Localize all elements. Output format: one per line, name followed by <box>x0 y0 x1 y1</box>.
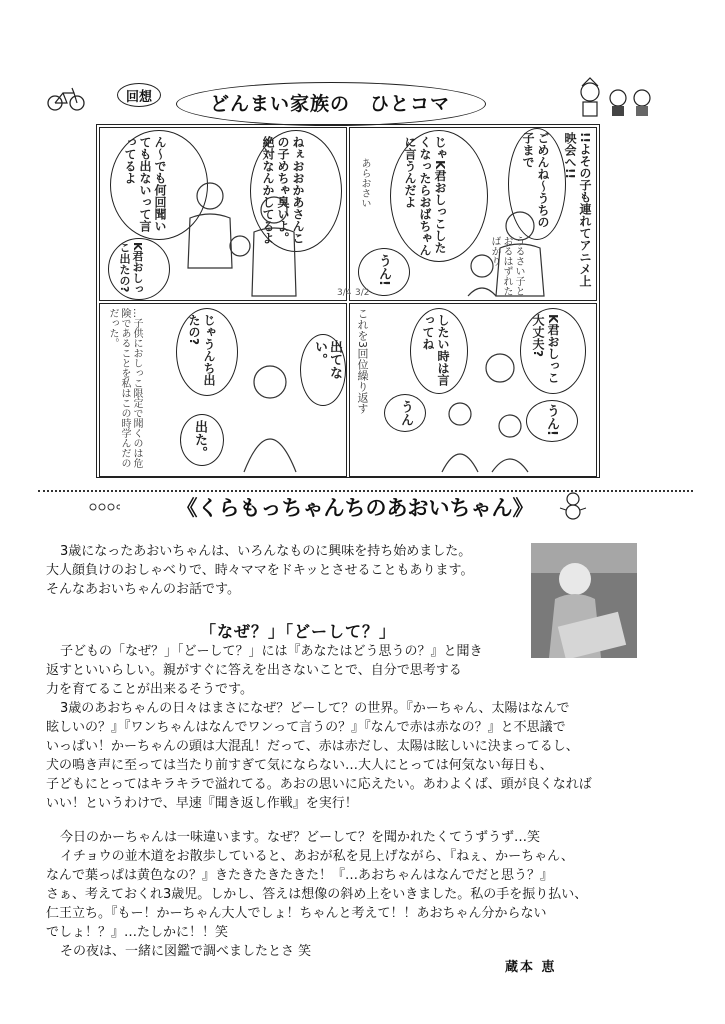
panel1-note: うるさい子とおるはずれたばかり <box>489 236 524 296</box>
paragraph-line: 子どもの「なぜ？」「どーして？」には『あなたはどう思うの？』と聞き <box>60 644 483 659</box>
family-at-cinema-drawing <box>170 168 320 298</box>
panel2-mom-line: ねぇおおかあさんこの子めちゃ臭いよ。絶対なんかしてるよ <box>261 136 305 244</box>
paragraph-line: 3歳のあおちゃんの日々はまさになぜ？どーして？の世界。『かーちゃん、太陽はなんで <box>60 701 570 716</box>
comic-panel-2 <box>99 127 347 301</box>
children-illustration-icon <box>576 76 656 118</box>
paragraph-line: なんで葉っぱは黄色なの？』きたきたきたきた！『…あおちゃんはなんでだと思う？』 <box>46 868 554 883</box>
paragraph-line: 返すといいらしい。親がすぐに答えを出さないことで、自分で思考する <box>46 663 462 678</box>
children-in-seats-drawing <box>430 344 540 474</box>
mother-and-children-drawing <box>460 188 560 298</box>
intro-line: 大人顔負けのおしゃべりで、時々ママをドキッとさせることもあります。 <box>46 563 474 578</box>
paragraph-line: 力を育てることが出来るそうです。 <box>46 682 253 697</box>
page-mark: 3/4 <box>337 288 352 298</box>
panel4-note: …子供におしっこ限定で聞くのは危険であることを私はこの時学んだのだった。 <box>107 308 142 468</box>
snowman-icon <box>556 490 590 520</box>
paragraph-line: 今日のかーちゃんは一味違います。なぜ？どーして？を聞かれたくてうずうず…笑 <box>60 830 540 845</box>
panel3-note: これを3回位繰り返す <box>356 308 369 414</box>
paragraph-line: 子どもにとってはキラキラで溢れてる。あおの思いに応えたい。あわよくば、頭が良くなれば <box>46 777 592 792</box>
panel1-answer: うん! <box>376 254 391 286</box>
panel3-instruction: したい時は言ってね <box>421 314 450 386</box>
panel3-question: K君おしっこ大丈夫? <box>531 314 560 384</box>
panel4-answer: 出てない。 <box>312 340 342 379</box>
paragraph-line: いい！というわけで、早速『聞き返し作戦』を実行！ <box>46 796 358 811</box>
paragraph-line: 仁王立ち。『もー！かーちゃん大人でしょ！ちゃんと考えて！！あおちゃん分からない <box>46 906 547 921</box>
bicycle-icon <box>46 84 86 112</box>
paragraph-line: 眩しいの？』『ワンちゃんはなんでワンって言うの？』『なんで赤は赤なの？』と不思議で <box>46 720 566 735</box>
section-title: 《くらもっちゃんちのあおいちゃん》 <box>120 492 590 522</box>
intro-line: そんなあおいちゃんのお話です。 <box>46 582 240 597</box>
subheading: 「なぜ？」「どーして？」 <box>200 622 397 641</box>
panel1-mom-line: ごめんね～うちの子まで <box>521 132 550 228</box>
intro-line: 3歳になったあおいちゃんは、いろんなものに興味を持ち始めました。 <box>60 544 472 559</box>
panel4-result: 出た。 <box>192 420 207 459</box>
comic-panel-3 <box>349 303 597 477</box>
page-mark: 3/2 <box>355 288 370 298</box>
panel3-reply: うん <box>398 400 413 426</box>
panel1-question: じゃK君おしっこしたくなったらおばちゃんに言うんだよ <box>403 136 447 256</box>
flower-icon <box>88 500 122 514</box>
panel2-question: K君おしっこ出たの? <box>118 242 144 295</box>
page-title: どんまい家族の ひとコマ <box>209 93 450 115</box>
comic-strip <box>96 124 600 478</box>
paragraph-line: その夜は、一緒に図鑑で調べましたとさ 笑 <box>60 944 312 959</box>
boy-in-seat-drawing <box>230 354 310 474</box>
panel1-caption: !!よその子も連れてアニメ上映会へ!! <box>563 132 592 287</box>
comic-panel-4 <box>99 303 347 477</box>
panel3-answer: うん! <box>544 404 559 436</box>
kaiso-badge: 回想 <box>117 83 161 107</box>
paragraph-line: イチョウの並木道をお散歩していると、あおが私を見上げながら、『ねぇ、かーちゃん、 <box>60 849 574 864</box>
panel4-question: じゃうんち出たの? <box>187 314 216 386</box>
paragraph-line: さぁ、考えておくれ3歳児。しかし、答えは想像の斜め上をいきました。私の手を振り払い、 <box>46 887 588 902</box>
author-name: 蔵本 恵 <box>505 960 557 975</box>
paragraph-line: いっぱい！かーちゃんの頭は大混乱！だって、赤は赤だし、太陽は眩しいに決まってるし、 <box>46 739 579 754</box>
paragraph-line: 犬の鳴き声に至っては当たり前すぎて気にならない…大人にとっては何気ない毎日も、 <box>46 758 553 773</box>
panel1-label: あらおさい <box>359 158 370 208</box>
paragraph-line: でしょ！？』…たしかに！！笑 <box>46 925 229 940</box>
child-photo <box>531 543 637 658</box>
comic-panel-1 <box>349 127 597 301</box>
panel2-kid-line: ん～でも何回聞いても出ないって言ってるよ <box>123 136 167 232</box>
